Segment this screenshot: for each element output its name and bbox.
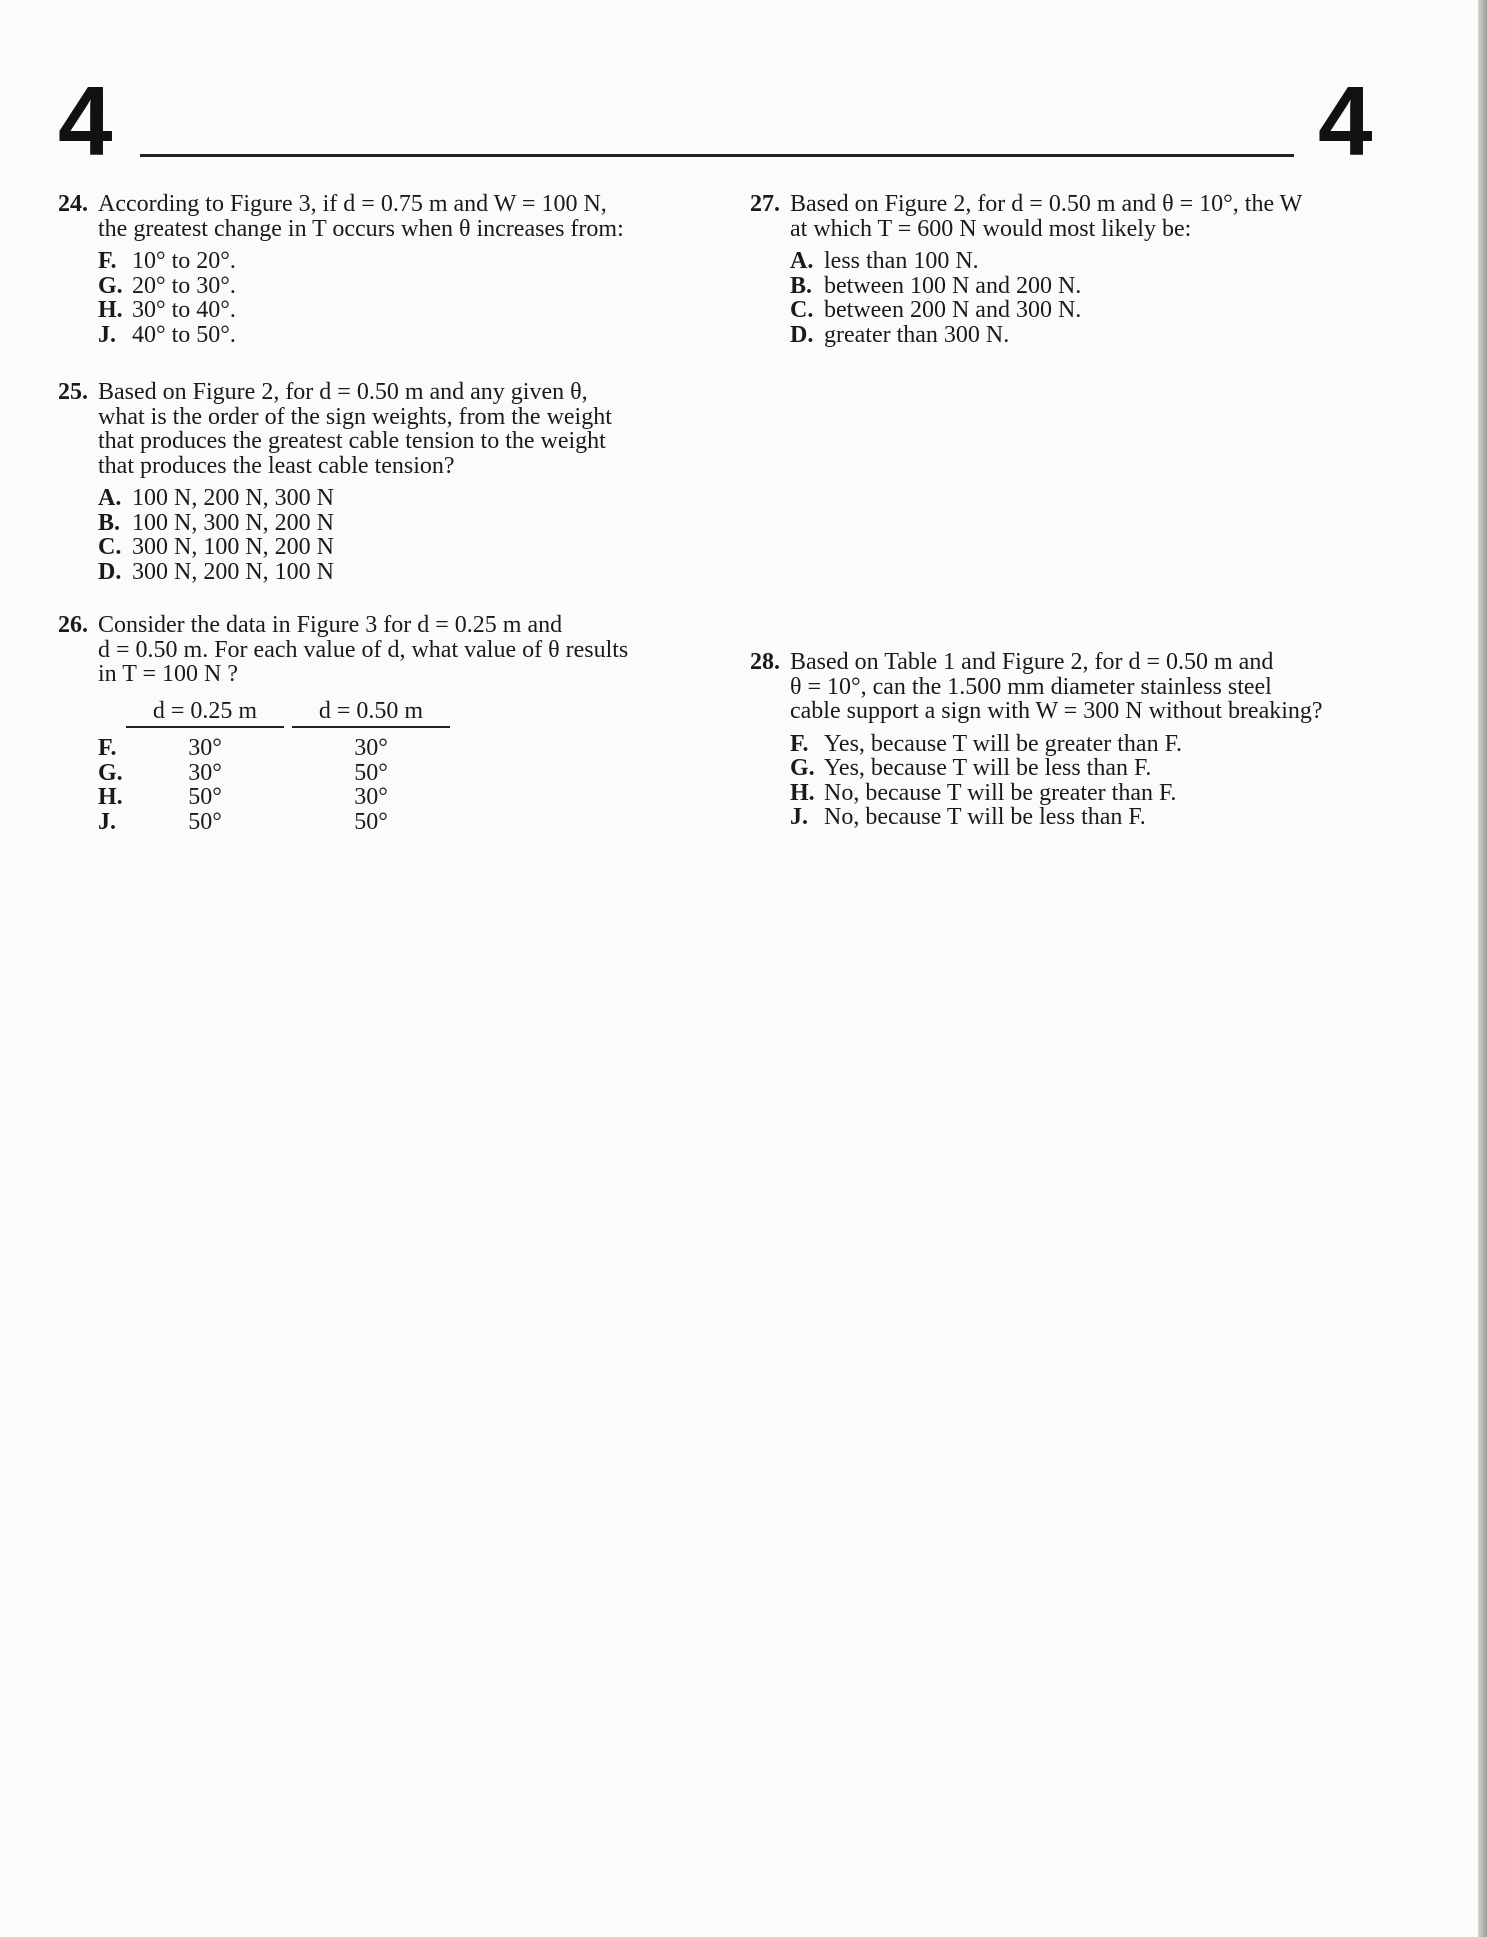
choice-text: between 100 N and 200 N. (824, 272, 1082, 299)
choice-label: C. (98, 534, 122, 560)
question-24 (58, 192, 698, 347)
answer-choice-g[interactable] (790, 756, 1440, 781)
question-28-stem (750, 650, 1440, 724)
answer-choices (790, 249, 1440, 347)
answer-choice-g[interactable] (98, 274, 698, 299)
stem-line: Based on Table 1 and Figure 2, for d = 0.50 m and (790, 649, 1274, 675)
question-25-stem (58, 380, 688, 478)
choice-label: J. (98, 808, 116, 835)
stem-line: d = 0.50 m. For each value of d, what value of θ results (98, 636, 629, 663)
stem-line: that produces the greatest cable tension to the weight (98, 428, 606, 454)
answer-choice-j[interactable] (98, 323, 698, 348)
stem-line: the greatest change in T occurs when θ increases from: (98, 215, 624, 242)
choice-label: H. (790, 779, 815, 806)
cell-value: 30° (354, 735, 388, 761)
answer-choices (98, 249, 698, 347)
choice-label: D. (98, 558, 122, 585)
answer-table-header (126, 699, 698, 729)
question-number: 28. (750, 649, 780, 675)
answer-choice-a[interactable] (790, 249, 1440, 274)
answer-choice-b[interactable] (790, 274, 1440, 299)
stem-line: at which T = 600 N would most likely be: (790, 215, 1192, 242)
answer-choice-h[interactable] (98, 785, 698, 810)
choice-label: G. (98, 272, 123, 299)
cell-value: 50° (354, 808, 388, 835)
choice-text: 10° to 20°. (132, 248, 236, 274)
choice-label: F. (790, 730, 809, 757)
question-number: 24. (58, 191, 88, 217)
cell-value: 50° (188, 784, 222, 810)
choice-label: H. (98, 297, 123, 323)
answer-choice-a[interactable] (98, 486, 688, 511)
stem-line: θ = 10°, can the 1.500 mm diameter stainless steel (790, 673, 1272, 700)
choice-label: G. (790, 755, 815, 781)
question-26 (58, 613, 698, 834)
header-rule (140, 154, 1294, 157)
cell-value: 30° (188, 759, 222, 786)
choice-label: C. (790, 297, 814, 323)
choice-text: Yes, because T will be less than F. (824, 755, 1152, 781)
choice-label: F. (98, 248, 117, 274)
stem-line: Based on Figure 2, for d = 0.50 m and θ = 10°, the W (790, 191, 1303, 217)
choice-label: J. (98, 321, 116, 348)
choice-label: B. (98, 509, 121, 536)
question-27-stem (750, 192, 1440, 241)
page-edge-shadow (1478, 0, 1487, 1937)
question-28 (750, 650, 1440, 830)
choice-label: D. (790, 321, 814, 348)
answer-choice-b[interactable] (98, 511, 688, 536)
column-header: d = 0.25 m (126, 699, 284, 729)
answer-choice-c[interactable] (98, 535, 688, 560)
answer-table (58, 736, 698, 834)
stem-line: According to Figure 3, if d = 0.75 m and W = 100 N, (98, 191, 607, 217)
answer-choice-d[interactable] (98, 560, 688, 585)
column-header: d = 0.50 m (292, 699, 450, 729)
choice-text: 20° to 30°. (132, 272, 236, 299)
cell-value: 30° (354, 784, 388, 810)
question-27 (750, 192, 1440, 347)
stem-line: cable support a sign with W = 300 N without breaking? (790, 698, 1323, 724)
answer-choice-j[interactable] (790, 805, 1440, 830)
answer-choice-f[interactable] (98, 249, 698, 274)
stem-line: what is the order of the sign weights, from the weight (98, 403, 612, 430)
cell-value: 50° (188, 808, 222, 835)
answer-choice-h[interactable] (98, 298, 698, 323)
choice-text: 30° to 40°. (132, 297, 236, 323)
question-number: 25. (58, 379, 88, 405)
choice-label: G. (98, 759, 123, 786)
choice-text: No, because T will be less than F. (824, 804, 1146, 830)
question-25 (58, 380, 688, 584)
choice-text: 40° to 50°. (132, 321, 236, 348)
answer-choice-f[interactable] (790, 732, 1440, 757)
question-26-stem (58, 613, 698, 687)
choice-text: Yes, because T will be greater than F. (824, 730, 1183, 757)
stem-line: Based on Figure 2, for d = 0.50 m and any given θ, (98, 379, 588, 405)
choice-text: 100 N, 200 N, 300 N (132, 485, 334, 511)
stem-line: that produces the least cable tension? (98, 452, 455, 479)
choice-text: 100 N, 300 N, 200 N (132, 509, 334, 536)
answer-choice-j[interactable] (98, 810, 698, 835)
answer-choice-c[interactable] (790, 298, 1440, 323)
answer-choice-d[interactable] (790, 323, 1440, 348)
choice-text: greater than 300 N. (824, 321, 1010, 348)
section-number-right: 4 (1318, 66, 1373, 176)
choice-text: between 200 N and 300 N. (824, 297, 1082, 323)
cell-value: 50° (354, 759, 388, 786)
choice-label: A. (790, 248, 814, 274)
choice-label: A. (98, 485, 122, 511)
answer-choice-f[interactable] (98, 736, 698, 761)
choice-label: B. (790, 272, 813, 299)
answer-choice-h[interactable] (790, 781, 1440, 806)
answer-choice-g[interactable] (98, 761, 698, 786)
answer-choices (790, 732, 1440, 830)
choice-text: No, because T will be greater than F. (824, 779, 1177, 806)
choice-text: 300 N, 100 N, 200 N (132, 534, 334, 560)
question-number: 26. (58, 612, 88, 638)
section-number-left: 4 (58, 66, 113, 176)
choice-text: 300 N, 200 N, 100 N (132, 558, 334, 585)
answer-choices (98, 486, 688, 584)
stem-line: Consider the data in Figure 3 for d = 0.25 m and (98, 612, 563, 638)
choice-label: F. (98, 735, 117, 761)
choice-text: less than 100 N. (824, 248, 979, 274)
stem-line: in T = 100 N ? (98, 661, 238, 687)
question-24-stem (58, 192, 698, 241)
choice-label: H. (98, 784, 123, 810)
cell-value: 30° (188, 735, 222, 761)
question-number: 27. (750, 191, 780, 217)
choice-label: J. (790, 804, 808, 830)
